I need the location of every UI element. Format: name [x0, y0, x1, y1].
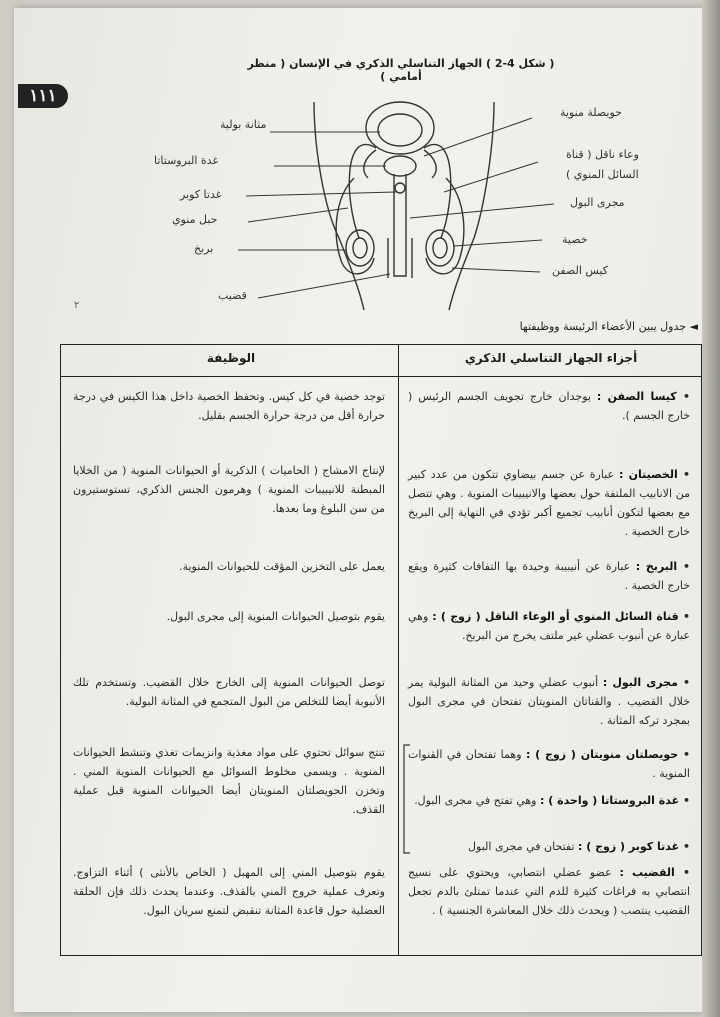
label-urethra: مجرى البول [570, 196, 625, 209]
header-divider [61, 376, 701, 377]
row-scrotum-part [408, 387, 690, 425]
function-vesicles: تنتج سوائل تحتوي على مواد مغذية وانزيمات تغذي وتنشط الحيوانات المنوية . ويسمى مخلوط السوائل مع الحيوانات المنوية المني . وتخزن الحويصلتان المنويتان أيضا الحيوانات المنوية قبل عملية القذف. [73, 746, 385, 816]
label-seminal-vesicle: حويصلة منوية [560, 106, 622, 119]
part-desc: يوجدان خارج تجويف الجسم الرئيس ( خارج الجسم ). [408, 390, 690, 422]
table-caption: ◄ جدول يبين الأعضاء الرئيسة ووظيفتها [519, 320, 698, 333]
function-penis: يقوم بتوصيل المني إلى المهبل ( الخاص بالأنثى ) أثناء التزاوج. وتعرف عملية خروج المني بالقذف. وعندما يحدث ذلك فإن الحلقة العضلية حول قاعدة المثانة تنقبض لتمنع سريان البول. [73, 866, 385, 917]
organs-table [60, 344, 702, 956]
part-name: غدتا كوبر ( زوج ) : [578, 840, 680, 853]
row-urethra-part [408, 673, 690, 730]
label-cowper-glands: غدتا كوبر [180, 188, 222, 201]
header-function: الوظيفة [206, 351, 256, 365]
page-edge-shadow [702, 0, 720, 1017]
page-number: ١١١ [18, 84, 68, 108]
part-desc: عضو عضلي انتصابي، ويحتوي على نسيج انتصابي به فراغات كثيرة للدم التي عندما تمتلئ بالدم تجعل القضيب ينتصب ( ويحدث ذلك خلال المعاشرة الجنسية ) . [408, 866, 690, 917]
label-vas-deferens-2: السائل المنوي ) [566, 168, 639, 181]
part-name: مجرى البول : [602, 676, 678, 689]
row-epididymis-part [408, 557, 690, 595]
label-scrotum: كيس الصفن [552, 264, 608, 277]
diagram-mark: ٢ [74, 300, 80, 311]
part-name: حويصلتان منويتان ( زوج ) : [525, 748, 679, 761]
part-name: قناة السائل المنوي أو الوعاء الناقل ( زوج ) : [432, 610, 679, 623]
part-desc: وهي عبارة عن أنبوب عضلي غير ملتف يخرج من البربخ. [408, 610, 690, 642]
row-testes-part [408, 465, 690, 541]
label-bladder: مثانة بولية [220, 118, 267, 131]
row-vas-part [408, 607, 690, 645]
grouping-bracket [401, 743, 411, 855]
column-divider [398, 345, 399, 955]
label-testis: خصية [562, 233, 588, 246]
label-vas-deferens-1: وعاء ناقل ( قناة [566, 148, 639, 161]
function-epididymis: يعمل على التخزين المؤقت للحيوانات المنوية. [179, 560, 385, 573]
label-spermatic-cord: حبل منوي [172, 213, 218, 226]
label-prostate: غدة البروستاتا [154, 154, 219, 167]
part-name: غدة البروستاتا ( واحدة ) : [540, 794, 680, 807]
function-scrotum: توجد خصية في كل كيس. وتحفظ الخصية داخل هذا الكيس في درجة حرارة أقل من درجة حرارة الجسم بقليل. [73, 390, 385, 422]
part-desc: عبارة عن جسم بيضاوي تتكون من عدد كبير من الانابيب الملتفة حول بعضها والانيبيبات المنوية . وهي تتصل مع بعضها لتكون أنابيب تجميع أكبر تؤدي في النهاية إلى البربخ خارج الخصية . [408, 468, 690, 538]
part-desc: وهما تفتحان في القنوات المنوية . [408, 748, 690, 780]
row-cowper-part [408, 837, 690, 856]
function-vas: يقوم بتوصيل الحيوانات المنوية إلى مجرى البول. [166, 610, 385, 623]
figure-title: ( شكل 4-2 ) الجهاز التناسلي الذكري في الإنسان ( منظر أمامي ) [247, 57, 555, 83]
row-prostate-part [408, 791, 690, 810]
part-desc: عبارة عن أنيبيبة وحيدة بها التفافات كثيرة ويقع خارج الخصية . [408, 560, 690, 592]
row-penis-part [408, 863, 690, 920]
part-desc: أنبوب عضلي وحيد من المثانة البولية يمر خلال القضيب . والقناتان المنويتان تفتحان في مجرى البول بمجرد تركه المثانة . [408, 676, 690, 727]
part-name: البربخ : [635, 560, 678, 573]
part-name: الخصيتان : [618, 468, 678, 481]
label-penis: قضيب [218, 289, 247, 302]
part-name: كيسا الصفن : [596, 390, 677, 403]
function-urethra: توصل الحيوانات المنوية إلى الخارج خلال القضيب. وتستخدم تلك الأنبوبة أيضا للتخلص من البول المتجمع في المثانة البولية. [73, 676, 385, 708]
book-page [14, 8, 704, 1012]
part-desc: تفتحان في مجرى البول [468, 840, 575, 853]
label-epididymis: بربخ [194, 242, 214, 255]
header-parts: أجزاء الجهاز التناسلي الذكري [464, 351, 638, 365]
part-name: القضيب : [619, 866, 675, 879]
function-testes: لإنتاج الامشاج ( الحاميات ) الذكرية أو الحيوانات المنوية ( من الخلايا المبطنة للانيبيبات المنوية ) وهرمون الجنس الذكري، تستوستيرون من سن البلوغ وما بعدها. [73, 464, 385, 515]
row-vesicles-part [408, 745, 690, 783]
part-desc: وهي تفتح في مجرى البول. [414, 794, 537, 807]
